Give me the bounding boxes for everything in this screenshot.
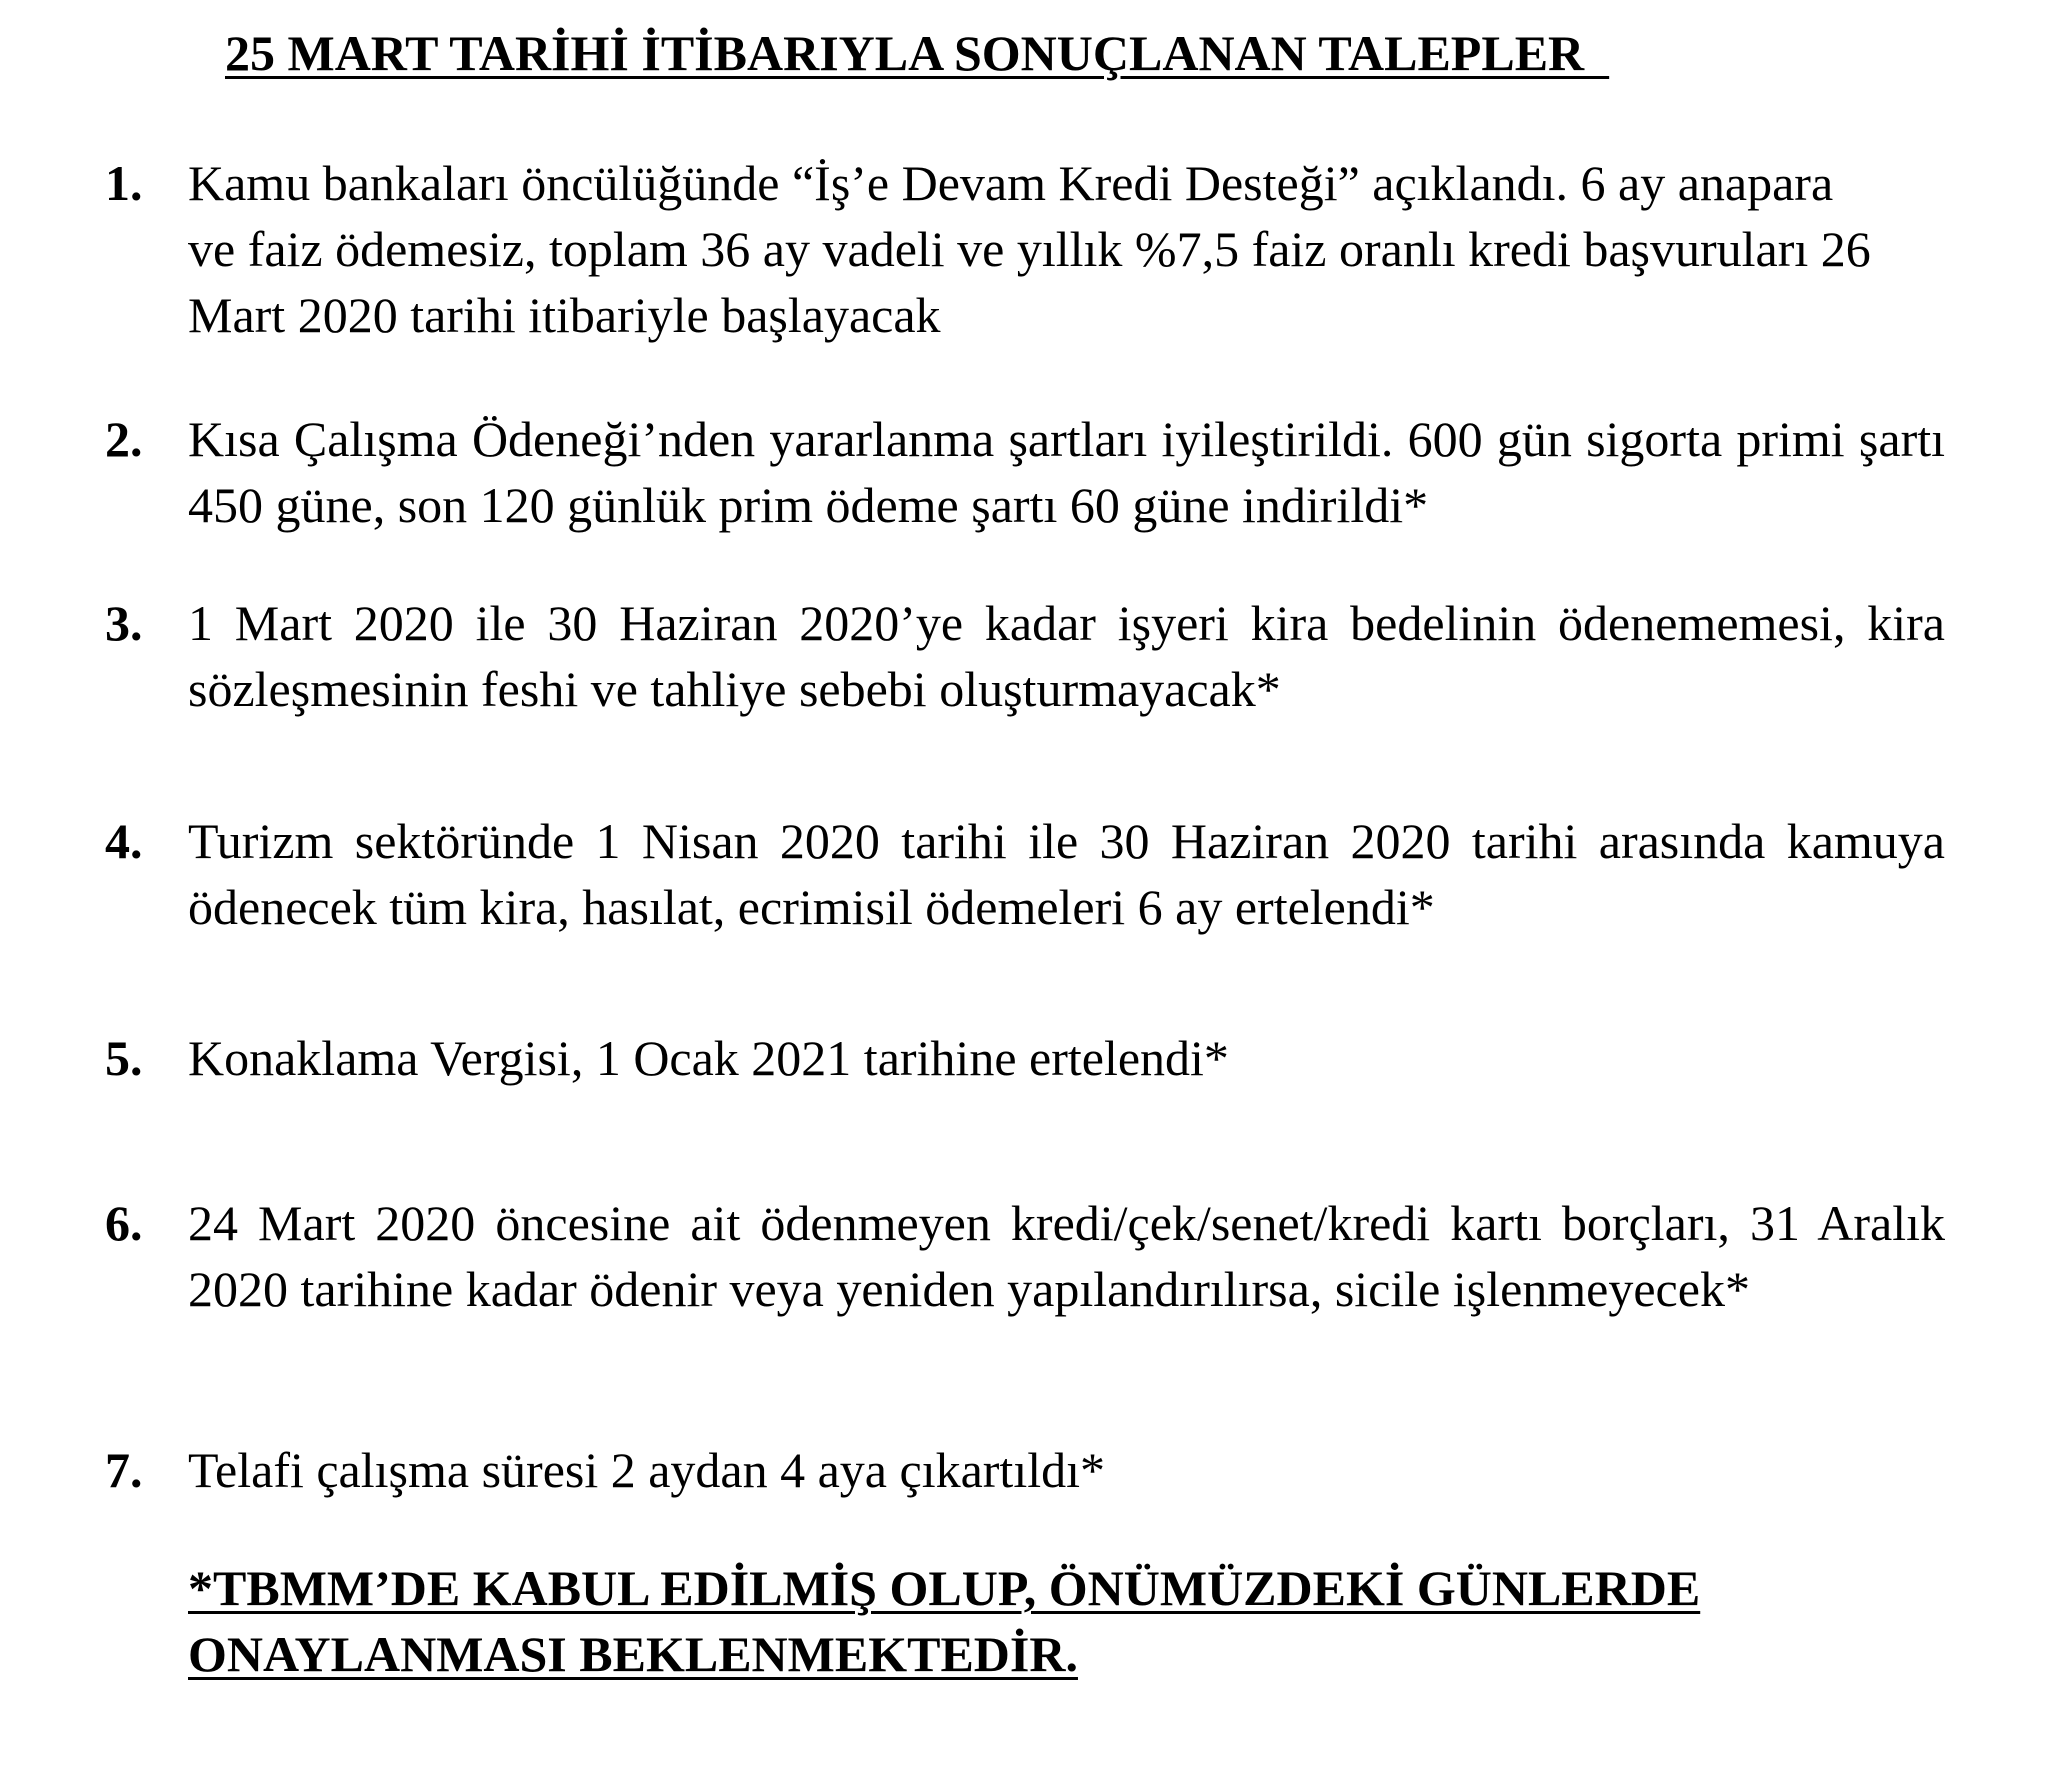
document-title: 25 MART TARİHİ İTİBARIYLA SONUÇLANAN TALEPLER	[225, 25, 1610, 81]
list-item-text: 24 Mart 2020 öncesine ait ödenmeyen kredi/çek/senet/kredi kartı borçları, 31 Aralık 2020 tarihine kadar ödenir veya yeniden yapılandırılırsa, sicile işlenmeyecek*	[188, 1195, 1945, 1317]
list-item-number: 3.	[105, 595, 143, 651]
list-item-number: 1.	[105, 155, 143, 211]
list-item-number: 5.	[105, 1030, 143, 1086]
footnote: *TBMM’DE KABUL EDİLMİŞ OLUP, ÖNÜMÜZDEKİ GÜNLERDE ONAYLANMASI BEKLENMEKTEDİR.	[188, 1560, 1701, 1682]
list-item-text: Telafi çalışma süresi 2 aydan 4 aya çıkartıldı*	[188, 1442, 1105, 1498]
list-item-number: 2.	[105, 411, 143, 467]
list-item-text: Kısa Çalışma Ödeneği’nden yararlanma şartları iyileştirildi. 600 gün sigorta primi şartı 450 güne, son 120 günlük prim ödeme şartı 60 güne indirildi*	[188, 411, 1945, 533]
list-item-text: Turizm sektöründe 1 Nisan 2020 tarihi ile 30 Haziran 2020 tarihi arasında kamuya ödenecek tüm kira, hasılat, ecrimisil ödemeleri 6 ay ertelendi*	[188, 813, 1945, 935]
list-item-number: 7.	[105, 1442, 143, 1498]
list-item-number: 4.	[105, 813, 143, 869]
list-item-text: 1 Mart 2020 ile 30 Haziran 2020’ye kadar işyeri kira bedelinin ödenememesi, kira sözleşmesinin feshi ve tahliye sebebi oluşturmayacak*	[188, 595, 1945, 717]
list-item-number: 6.	[105, 1195, 143, 1251]
list-item-text: Kamu bankaları öncülüğünde “İş’e Devam Kredi Desteği” açıklandı. 6 ay anapara ve faiz ödemesiz, toplam 36 ay vadeli ve yıllık %7,5 faiz oranlı kredi başvuruları 26 Mart 2020 tarihi itibariyle başlayacak	[188, 155, 1871, 343]
list-item-text: Konaklama Vergisi, 1 Ocak 2021 tarihine ertelendi*	[188, 1030, 1229, 1086]
